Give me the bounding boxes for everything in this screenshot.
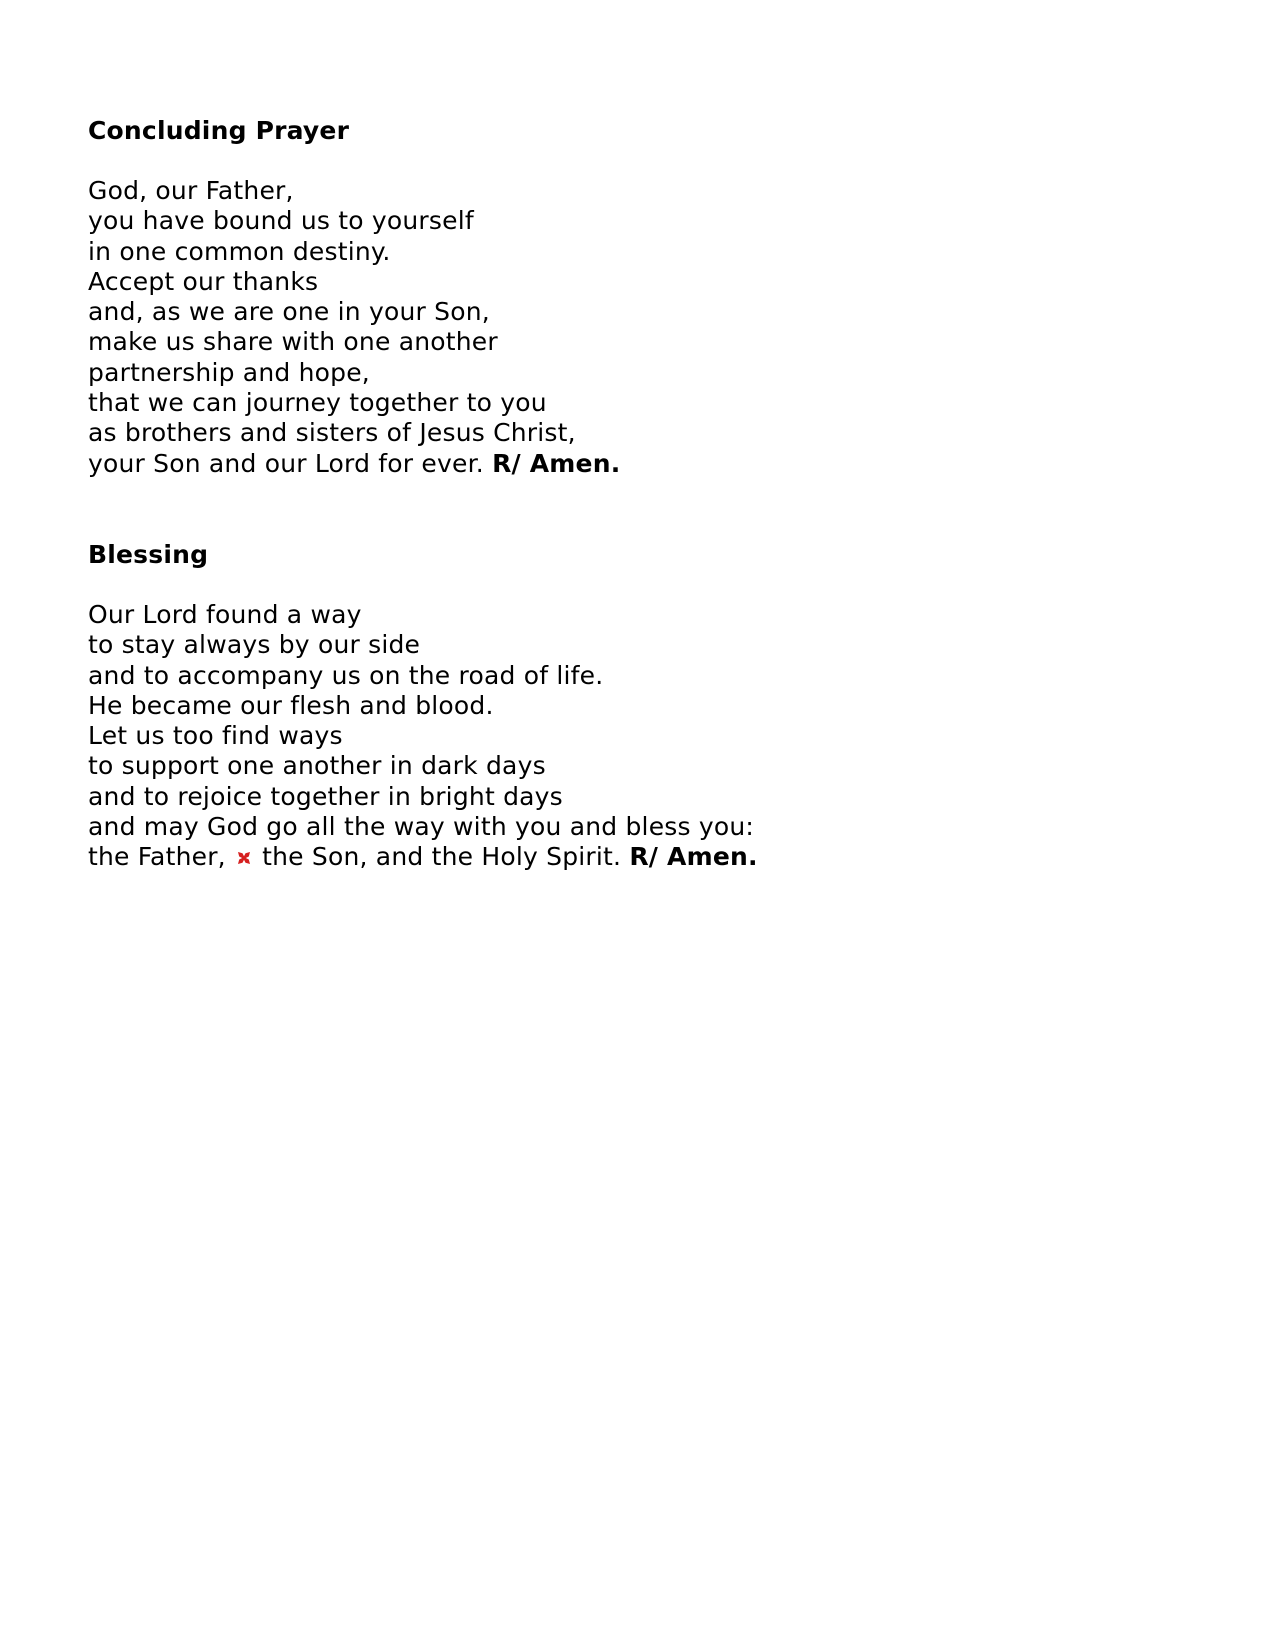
prayer-line: partnership and hope, bbox=[88, 357, 370, 387]
prayer-last-line-text: your Son and our Lord for ever. bbox=[88, 448, 493, 478]
blessing-line: and to rejoice together in bright days bbox=[88, 781, 563, 811]
blessing-line: and to accompany us on the road of life. bbox=[88, 660, 604, 690]
blessing-last-line-end: the Son, and the Holy Spirit. bbox=[253, 842, 630, 872]
blessing-line: to support one another in dark days bbox=[88, 751, 546, 781]
blessing-last-line-start: the Father, bbox=[88, 842, 234, 872]
prayer-line: you have bound us to yourself bbox=[88, 206, 474, 236]
prayer-line: God, our Father, bbox=[88, 176, 294, 205]
prayer-line: in one common destiny. bbox=[88, 236, 391, 266]
blessing-text bbox=[88, 600, 1088, 873]
concluding-prayer-section bbox=[88, 116, 1088, 479]
blessing-line: Let us too find ways bbox=[88, 721, 343, 751]
concluding-prayer-text bbox=[88, 176, 1088, 479]
cross-icon bbox=[236, 850, 252, 866]
blessing-response: R/ Amen. bbox=[629, 842, 758, 872]
blessing-line: and may God go all the way with you and bless you: bbox=[88, 812, 755, 842]
blessing-last-line bbox=[88, 842, 1088, 872]
prayer-response: R/ Amen. bbox=[492, 448, 621, 478]
prayer-last-line bbox=[88, 449, 1088, 479]
prayer-line: make us share with one another bbox=[88, 327, 498, 357]
prayer-line: as brothers and sisters of Jesus Christ, bbox=[88, 418, 576, 448]
prayer-line: Accept our thanks bbox=[88, 266, 319, 296]
blessing-line: He became our flesh and blood. bbox=[88, 690, 494, 720]
blessing-heading: Blessing bbox=[88, 540, 209, 569]
concluding-prayer-heading: Concluding Prayer bbox=[88, 116, 350, 145]
blessing-section bbox=[88, 540, 1088, 873]
prayer-line: and, as we are one in your Son, bbox=[88, 297, 490, 327]
blessing-line: Our Lord found a way bbox=[88, 600, 362, 629]
prayer-line: that we can journey together to you bbox=[88, 388, 547, 418]
blessing-line: to stay always by our side bbox=[88, 630, 421, 660]
